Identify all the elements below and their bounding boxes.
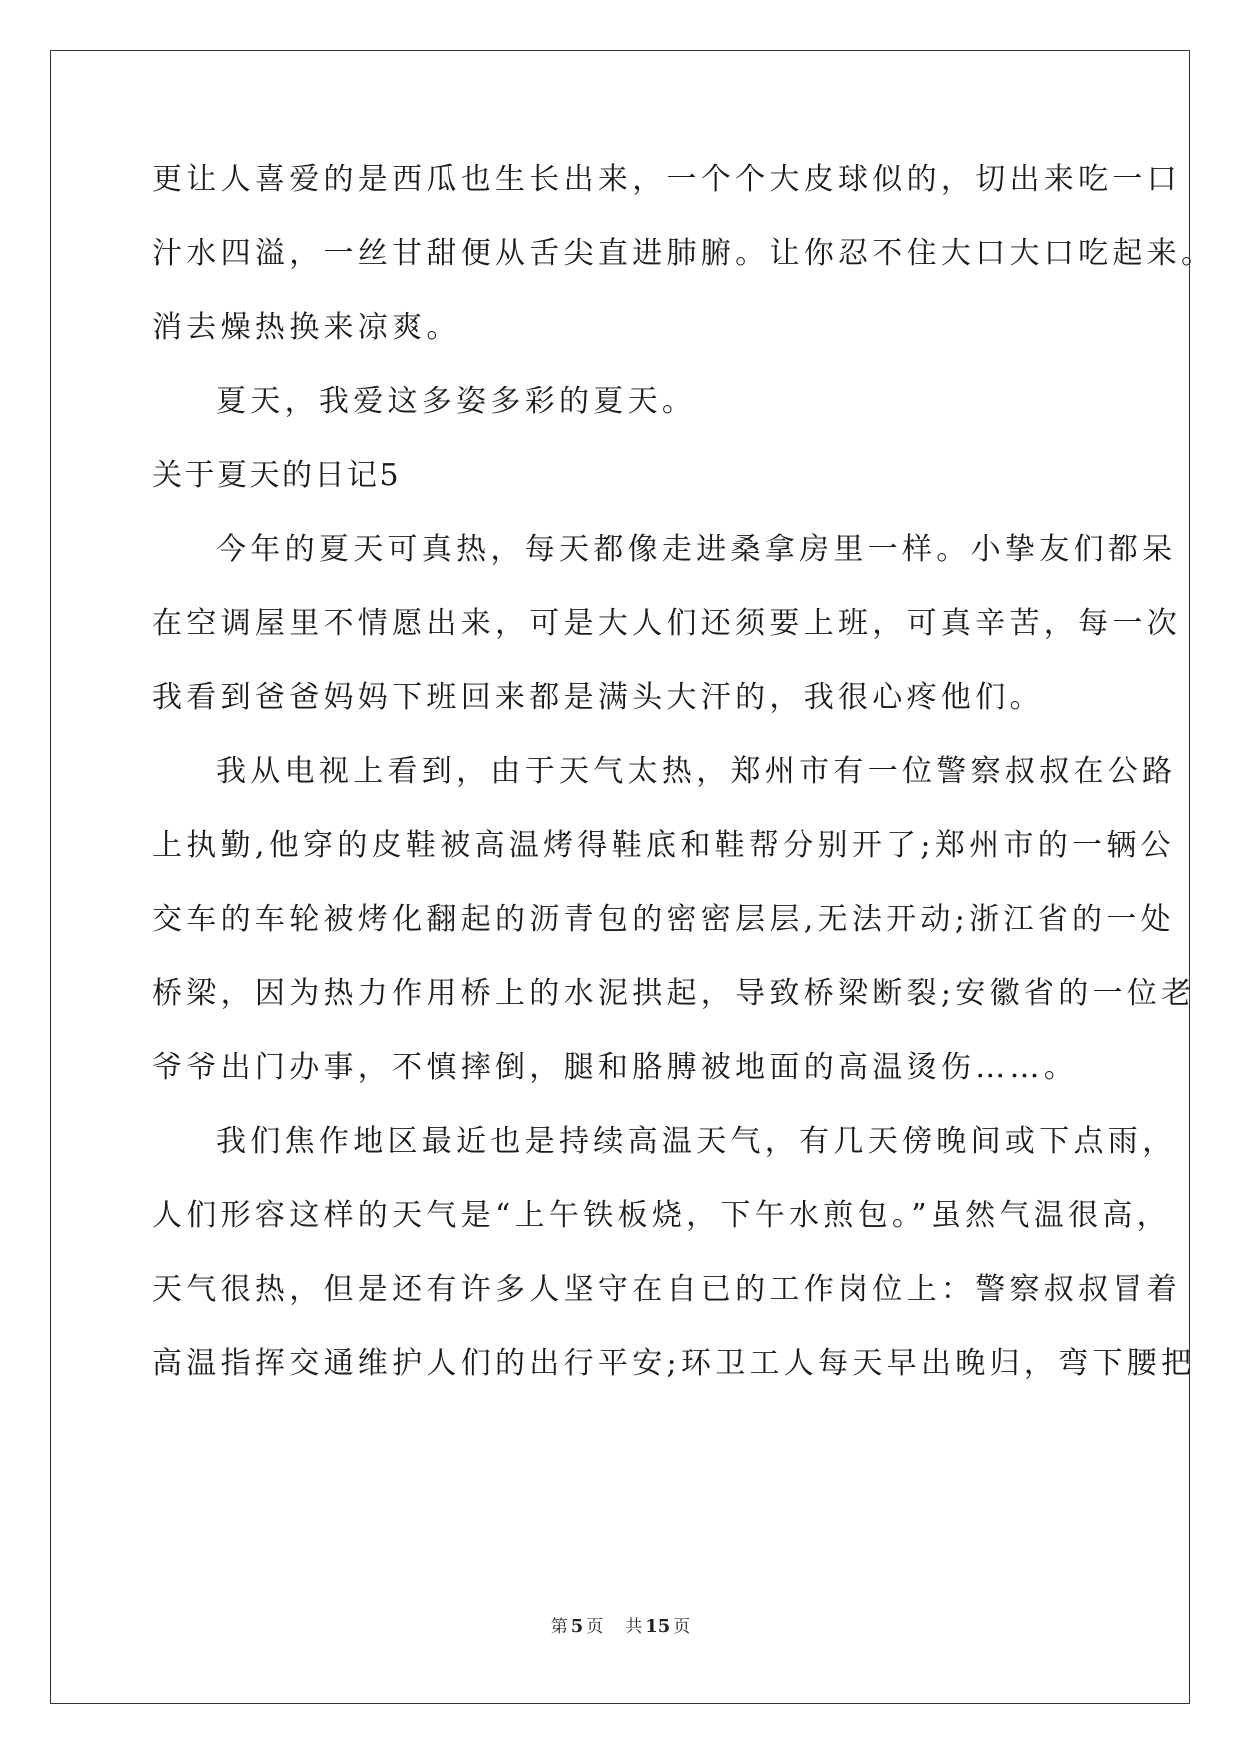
footer-total-prefix: 共	[625, 1617, 643, 1637]
footer-prefix: 第	[550, 1617, 568, 1637]
paragraph-line: 汁水四溢，一丝甘甜便从舌尖直进肺腑。让你忍不住大口大口吃起来。	[152, 236, 1216, 271]
paragraph-line: 夏天，我爱这多姿多彩的夏天。	[216, 384, 697, 419]
footer-page-suffix: 页	[586, 1617, 604, 1637]
paragraph-line: 上执勤,他穿的皮鞋被高温烤得鞋底和鞋帮分别开了;郑州市的一辆公	[152, 828, 1175, 863]
paragraph-line: 我从电视上看到，由于天气太热，郑州市有一位警察叔叔在公路	[216, 754, 1177, 789]
paragraph-line: 桥梁，因为热力作用桥上的水泥拱起，导致桥梁断裂;安徽省的一位老	[152, 976, 1196, 1011]
current-page-number: 5	[570, 1616, 584, 1637]
paragraph-line: 爷爷出门办事，不慎摔倒，腿和胳膊被地面的高温烫伤……。	[152, 1050, 1079, 1085]
paragraph-line: 我们焦作地区最近也是持续高温天气，有几天傍晚间或下点雨，	[216, 1124, 1177, 1159]
paragraph-line: 天气很热，但是还有许多人坚守在自已的工作岗位上：警察叔叔冒着	[152, 1272, 1181, 1307]
paragraph-line: 交车的车轮被烤化翻起的沥青包的密密层层,无法开动;浙江省的一处	[152, 902, 1175, 937]
page-footer	[0, 1612, 1241, 1637]
paragraph-line: 我看到爸爸妈妈下班回来都是满头大汗的，我很心疼他们。	[152, 680, 1044, 715]
paragraph-line: 更让人喜爱的是西瓜也生长出来，一个个大皮球似的，切出来吃一口	[152, 162, 1181, 197]
footer-total-suffix: 页	[673, 1617, 691, 1637]
section-heading: 关于夏天的日记5	[152, 458, 402, 493]
page-border	[50, 50, 1190, 1704]
paragraph-line: 人们形容这样的天气是“上午铁板烧，下午水煎包。”虽然气温很高，	[152, 1198, 1171, 1233]
total-page-count: 15	[645, 1616, 671, 1637]
paragraph-line: 消去燥热换来凉爽。	[152, 310, 461, 345]
paragraph-line: 高温指挥交通维护人们的出行平安;环卫工人每天早出晚归，弯下腰把	[152, 1346, 1196, 1381]
paragraph-line: 在空调屋里不情愿出来，可是大人们还须要上班，可真辛苦，每一次	[152, 606, 1181, 641]
paragraph-line: 今年的夏天可真热，每天都像走进桑拿房里一样。小挚友们都呆	[216, 532, 1177, 567]
